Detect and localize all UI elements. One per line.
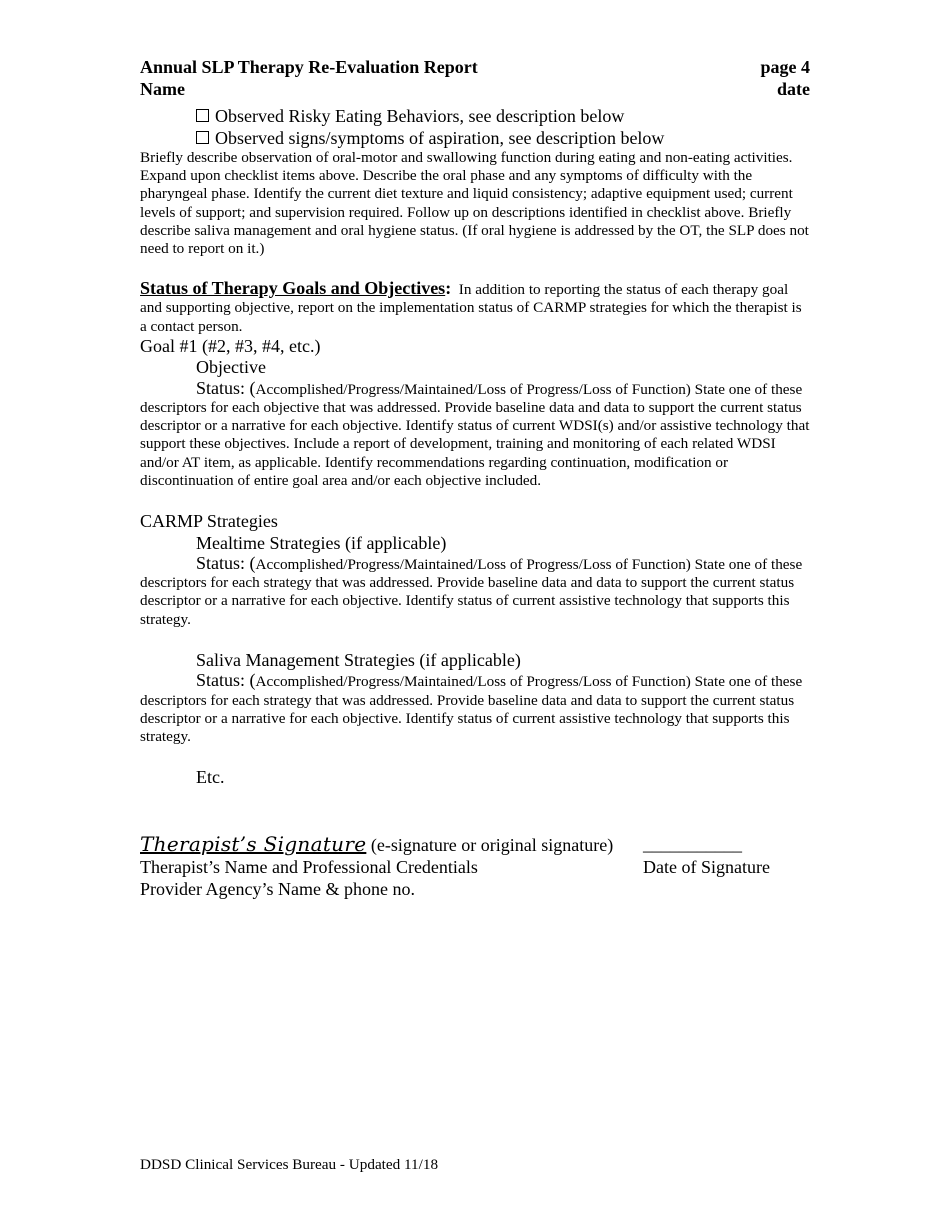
document-page: [140, 56, 810, 900]
checkbox-risky-eating[interactable]: [196, 106, 810, 128]
agency-label: Provider Agency’s Name & phone no.: [140, 878, 415, 899]
header-row-2: [140, 78, 810, 100]
goals-section-title: Status of Therapy Goals and Objectives: [140, 278, 446, 299]
saliva-strategies-label: Saliva Management Strategies (if applicable): [196, 649, 521, 670]
checkbox-icon[interactable]: [196, 109, 209, 122]
checkbox-icon[interactable]: [196, 131, 209, 144]
therapist-name-label: Therapist’s Name and Professional Credentials: [140, 856, 478, 877]
credentials-row: [140, 856, 810, 878]
status-label: Status: (: [196, 377, 256, 398]
name-label: Name: [140, 79, 185, 99]
checkbox-label: Observed Risky Eating Behaviors, see description below: [215, 106, 625, 126]
status-label: Status: (: [196, 553, 256, 574]
status-text: Accomplished/Progress/Maintained/Loss of Progress/Loss of Function) State one of these descriptors for each strategy that was addressed. Provide baseline data and data to support the current status descriptor or a narrative for each objective. Identify status of current assistive technology that supports this strategy.: [140, 673, 803, 745]
page-number: page 4: [760, 57, 810, 77]
checkbox-aspiration[interactable]: [196, 128, 810, 150]
date-of-signature-label: Date of Signature: [643, 856, 770, 877]
mealtime-strategies-label: Mealtime Strategies (if applicable): [196, 532, 447, 553]
mealtime-status-paragraph: [140, 554, 810, 629]
goals-intro-text: In addition to reporting the status of each therapy goal and supporting objective, report on the implementation status of CARMP strategies for which the therapist is a contact person.: [140, 281, 802, 335]
saliva-status-paragraph: [140, 671, 810, 746]
etc-label: Etc.: [196, 767, 225, 788]
checkbox-label: Observed signs/symptoms of aspiration, see description below: [215, 127, 665, 148]
therapist-signature-script: Therapist’s Signature: [140, 831, 367, 856]
goals-intro-paragraph: [140, 279, 810, 336]
signature-row: [140, 832, 810, 856]
report-title: Annual SLP Therapy Re-Evaluation Report: [140, 57, 478, 77]
header-row-1: [140, 56, 810, 78]
status-text: Accomplished/Progress/Maintained/Loss of Progress/Loss of Function) State one of these descriptors for each strategy that was addressed. Provide baseline data and data to support the current status descriptor or a narrative for each objective. Identify status of current assistive technology that supports this strategy.: [140, 556, 803, 628]
signature-note: (e-signature or original signature): [370, 834, 614, 855]
status-label: Status: (: [196, 670, 256, 691]
carmp-heading: CARMP Strategies: [140, 511, 278, 532]
page-footer: DDSD Clinical Services Bureau - Updated 11/18: [140, 1156, 439, 1173]
objective-label: Objective: [196, 357, 266, 378]
goal-label: Goal #1 (#2, #3, #4, etc.): [140, 335, 321, 356]
observation-paragraph: Briefly describe observation of oral-motor and swallowing function during eating and non-eating activities. Expand upon checklist items above. Describe the oral phase and any symptoms of difficulty with the pharyngeal phase. Identify the current diet texture and liquid consistency; adaptive equipment used; current levels of support; and supervision required. Follow up on descriptions identified in checklist above. Briefly describe saliva management and oral hygiene status. (If oral hygiene is addressed by the OT, the SLP does not need to report on it.): [140, 149, 809, 258]
agency-row: [140, 878, 810, 900]
signature-date-line: ___________: [643, 833, 742, 854]
goals-section-colon: :: [445, 278, 452, 299]
status-text: Accomplished/Progress/Maintained/Loss of Progress/Loss of Function) State one of these descriptors for each objective that was addressed. Provide baseline data and data to support the current status descriptor or a narrative for each objective. Identify status of current WDSI(s) and/or assistive technology that support these objectives. Include a report of development, training and monitoring of each related WDSI and/or AT item, as applicable. Identify recommendations regarding continuation, modification or discontinuation of entire goal area and/or each objective included.: [140, 380, 810, 489]
date-label: date: [777, 79, 810, 99]
objective-status-paragraph: [140, 379, 810, 490]
